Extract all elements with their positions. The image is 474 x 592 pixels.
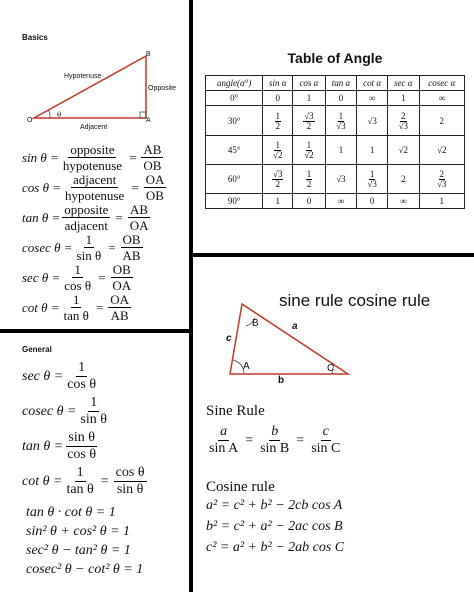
numerator: 1 — [85, 232, 93, 247]
table-row — [206, 91, 465, 106]
denominator: √3 — [367, 178, 377, 189]
table-cell — [325, 106, 357, 135]
word-fraction — [75, 233, 104, 262]
angle-cell: 30° — [206, 106, 263, 135]
table-cell: 1 — [419, 193, 464, 208]
table-cell — [263, 164, 293, 193]
numerator: √3 — [304, 110, 314, 121]
denominator: 2 — [275, 178, 280, 189]
denominator: OB — [143, 158, 162, 173]
denominator: sin θ — [80, 412, 107, 427]
denominator: sin C — [311, 441, 341, 456]
table-cell: ∞ — [357, 91, 388, 106]
word-fraction — [62, 263, 93, 292]
label-angle-c: C — [327, 363, 335, 374]
right-triangle-shape — [34, 56, 146, 118]
table-fraction — [303, 112, 314, 131]
cosine-line: a² = c² + b² − 2cb cos A — [206, 498, 343, 513]
numerator: 1 — [90, 395, 98, 410]
equals-sign: = — [100, 473, 109, 489]
formula-lhs: cos θ = — [22, 179, 61, 195]
numerator: OA — [110, 292, 130, 307]
formula-lhs: tan θ = — [22, 438, 64, 454]
table-cell: 2 — [419, 106, 464, 135]
denominator: OB — [145, 188, 164, 203]
equals-sign: = — [296, 432, 305, 448]
table-fraction — [275, 112, 282, 131]
basics-formula-row — [22, 203, 152, 232]
sine-rule-formula — [205, 425, 344, 456]
basics-heading: Basics — [22, 33, 48, 42]
basics-formula-row — [22, 173, 168, 202]
label-angle-a: A — [243, 361, 250, 372]
formula-lhs: sec θ = — [22, 368, 64, 384]
angle-table — [205, 75, 465, 209]
table-fraction — [306, 170, 313, 189]
table-fraction — [336, 112, 345, 131]
numerator: 2 — [401, 110, 406, 121]
general-formula-row — [22, 396, 111, 427]
table-cell — [263, 135, 293, 164]
numerator: 1 — [306, 139, 312, 150]
label-vertex-o: O — [27, 117, 33, 124]
table-cell: 0 — [357, 193, 388, 208]
theta-arc — [49, 110, 50, 118]
angle-cell: 60° — [206, 164, 263, 193]
general-fraction — [65, 431, 98, 462]
table-cell: 1 — [325, 135, 357, 164]
denominator: sin B — [260, 441, 290, 456]
table-cell: √2 — [419, 135, 464, 164]
letter-fraction — [121, 233, 143, 262]
table-cell — [293, 106, 325, 135]
denominator: AB — [122, 248, 141, 263]
denominator: cos θ — [67, 377, 97, 392]
table-header-cell: sec α — [388, 76, 420, 91]
label-vertex-b: B — [146, 51, 151, 58]
basics-formula-row — [22, 263, 135, 292]
table-header-cell: tan α — [325, 76, 357, 91]
equals-sign: = — [245, 432, 254, 448]
label-theta: θ — [57, 111, 62, 119]
table-cell: 0 — [325, 91, 357, 106]
numerator: OB — [122, 232, 141, 247]
table-fraction — [399, 112, 408, 131]
denominator: √3 — [336, 120, 346, 131]
label-angle-b: B — [252, 318, 259, 329]
table-cell: 0 — [263, 91, 293, 106]
numerator: 1 — [275, 110, 280, 121]
numerator: sin θ — [68, 430, 95, 445]
numerator: opposite — [70, 142, 115, 157]
denominator: adjacent — [64, 218, 108, 233]
table-fraction — [304, 141, 313, 160]
cosine-line: c² = a² + b² − 2ab cos C — [206, 540, 345, 555]
general-fraction — [114, 466, 147, 497]
equals-sign: = — [108, 239, 116, 255]
numerator: OA — [145, 172, 165, 187]
table-header-cell: cosec α — [419, 76, 464, 91]
numerator: 1 — [78, 360, 86, 375]
table-fraction — [272, 170, 283, 189]
numerator: cos θ — [115, 465, 145, 480]
general-formula-row — [22, 466, 149, 497]
denominator: AB — [110, 308, 129, 323]
general-heading: General — [22, 345, 52, 354]
label-opposite: Opposite — [148, 85, 177, 92]
table-cell: 0 — [293, 193, 325, 208]
numerator: 1 — [76, 465, 84, 480]
denominator: cos θ — [67, 447, 97, 462]
table-cell: 1 — [293, 91, 325, 106]
general-fraction — [78, 396, 109, 427]
numerator: 1 — [338, 110, 344, 121]
numerator: adjacent — [72, 172, 117, 187]
label-hypotenuse: Hypotenuse — [64, 73, 102, 80]
sine-fraction — [309, 425, 342, 456]
sine-rule-heading: Sine Rule — [206, 403, 265, 419]
denominator: √3 — [437, 178, 447, 189]
word-fraction — [62, 293, 91, 322]
letter-fraction — [128, 203, 151, 232]
basics-formula-row — [22, 293, 133, 322]
identity-line: cosec² θ − cot² θ = 1 — [26, 562, 144, 577]
table-fraction — [367, 170, 376, 189]
table-header-cell: sin α — [263, 76, 293, 91]
cosine-rule-heading: Cosine rule — [206, 479, 275, 495]
numerator: OB — [112, 262, 131, 277]
denominator: √3 — [398, 120, 409, 131]
denominator: tan θ — [63, 308, 89, 323]
denominator: √2 — [273, 149, 283, 160]
numerator: AB — [130, 202, 149, 217]
angle-cell: 90° — [206, 193, 263, 208]
label-side-a: a — [292, 321, 298, 332]
equals-sign: = — [98, 269, 106, 285]
label-side-c: c — [226, 333, 232, 344]
identity-line: tan θ · cot θ = 1 — [26, 505, 116, 520]
table-cell: √2 — [388, 135, 420, 164]
angle-cell: 45° — [206, 135, 263, 164]
denominator: OA — [112, 278, 132, 293]
identity-line: sec² θ − tan² θ = 1 — [26, 543, 131, 558]
numerator: 1 — [306, 168, 312, 179]
letter-fraction — [108, 293, 131, 322]
numerator: 1 — [74, 262, 81, 277]
equals-sign: = — [131, 179, 139, 195]
general-fraction — [65, 361, 98, 392]
equals-sign: = — [95, 299, 104, 315]
table-fraction — [273, 141, 282, 160]
denominator: hypotenuse — [62, 158, 123, 173]
table-cell: 1 — [357, 135, 388, 164]
identity-line: sin² θ + cos² θ = 1 — [26, 524, 131, 539]
label-vertex-a: A — [146, 117, 151, 124]
formula-lhs: cosec θ = — [22, 403, 77, 419]
table-cell: √3 — [325, 164, 357, 193]
left-horizontal-divider — [0, 329, 191, 333]
rules-title: sine rule cosine rule — [279, 291, 431, 310]
denominator: √2 — [304, 149, 314, 160]
general-formula-row — [22, 361, 100, 392]
table-cell: √3 — [357, 106, 388, 135]
table-row — [206, 193, 465, 208]
table-cell — [263, 106, 293, 135]
table-row — [206, 106, 465, 135]
equals-sign: = — [129, 149, 137, 165]
numerator: b — [271, 424, 279, 439]
table-cell: 1 — [388, 91, 420, 106]
letter-fraction — [141, 143, 163, 172]
table-header-cell: angle(α°) — [206, 76, 263, 91]
table-cell: ∞ — [419, 91, 464, 106]
denominator: cos θ — [64, 278, 92, 293]
table-header-cell: cos α — [293, 76, 325, 91]
letter-fraction — [110, 263, 133, 292]
table-cell: ∞ — [325, 193, 357, 208]
numerator: c — [322, 424, 329, 439]
basics-formula-row — [22, 233, 145, 262]
table-cell: ∞ — [388, 193, 420, 208]
table-header-cell: cot α — [357, 76, 388, 91]
denominator: sin θ — [76, 248, 102, 263]
sine-fraction — [258, 425, 291, 456]
table-fraction — [437, 170, 446, 189]
numerator: 2 — [439, 168, 445, 179]
denominator: OA — [129, 218, 149, 233]
table-cell — [419, 164, 464, 193]
denominator: 2 — [306, 120, 312, 131]
letter-fraction — [144, 173, 167, 202]
cosine-line: b² = c² + a² − 2ac cos B — [206, 519, 343, 534]
denominator: sin θ — [116, 482, 144, 497]
numerator: opposite — [64, 202, 109, 217]
equals-sign: = — [115, 209, 123, 225]
sine-fraction — [207, 425, 240, 456]
numerator: 1 — [275, 139, 280, 150]
table-row — [206, 164, 465, 193]
formula-lhs: cosec θ = — [22, 239, 73, 255]
table-cell: 2 — [388, 164, 420, 193]
basics-formula-row — [22, 143, 165, 172]
table-cell — [293, 164, 325, 193]
numerator: AB — [143, 142, 162, 157]
denominator: hypotenuse — [65, 188, 125, 203]
denominator: sin A — [209, 441, 239, 456]
numerator: 1 — [72, 292, 80, 307]
denominator: 2 — [275, 120, 280, 131]
table-cell: 1 — [263, 193, 293, 208]
general-formula-row — [22, 431, 100, 462]
table-title: Table of Angle — [287, 50, 383, 66]
right-horizontal-divider — [191, 253, 474, 257]
word-fraction — [63, 173, 126, 202]
general-fraction — [64, 466, 95, 497]
angle-cell: 0° — [206, 91, 263, 106]
numerator: a — [220, 424, 228, 439]
table-cell — [388, 106, 420, 135]
denominator: 2 — [306, 178, 312, 189]
numerator: 1 — [369, 168, 375, 179]
word-fraction — [62, 203, 110, 232]
table-cell — [293, 135, 325, 164]
denominator: tan θ — [66, 482, 94, 497]
numerator: √3 — [273, 168, 283, 179]
formula-lhs: sin θ = — [22, 149, 59, 165]
table-header-row — [206, 76, 465, 91]
formula-lhs: cot θ = — [22, 473, 63, 489]
word-fraction — [61, 143, 124, 172]
label-side-b: b — [278, 375, 285, 386]
formula-lhs: cot θ = — [22, 299, 60, 315]
formula-lhs: tan θ = — [22, 209, 61, 225]
table-row — [206, 135, 465, 164]
table-cell — [357, 164, 388, 193]
label-adjacent: Adjacent — [80, 124, 108, 131]
formula-lhs: sec θ = — [22, 269, 61, 285]
